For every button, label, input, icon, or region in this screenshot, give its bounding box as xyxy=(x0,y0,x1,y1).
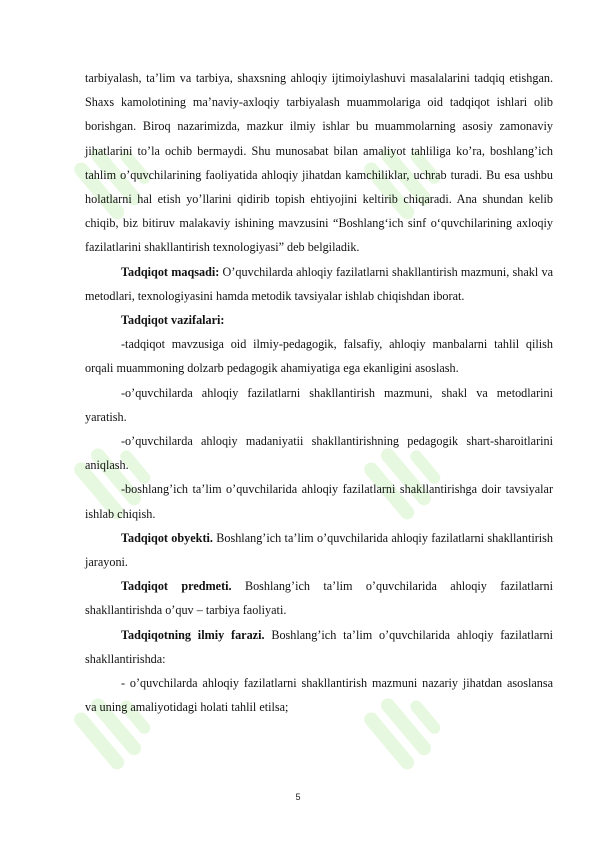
paragraph-goal: Tadqiqot maqsadi: O’quvchilarda ahloqiy fazilatlarni shakllantirish mazmuni, shakl va metodlari, texnologiyasini hamda metodik tavsiyalar ishlab chiqishdan iborat. xyxy=(85,264,553,303)
subject-heading: Tadqiqot predmeti. xyxy=(121,579,232,594)
paragraph-tasks-heading xyxy=(85,308,553,332)
paragraph-intro: tarbiyalash, ta’lim va tarbiya, shaxsning ahloqiy ijtimoiylashuvi masalalarini tadqiq etishgan. Shaxs kamolotining ma’naviy-axloqiy tarbiyalash muammolariga oid tadqiqot ishlari olib borishgan. Biroq nazarimizda, mazkur ilmiy ishlar bu muammolarning asosiy zamonaviy jihatlarini to’la ochib bermaydi. Shu munosabat bilan amaliyot tahliliga ko’ra, boshlang’ich tahlim o’quvchilarining faoliyatida ahloqiy jihatdan kamchiliklar, uchrab turadi. Bu esa ushbu holatlarni hal etish yo’llarini qidirib topish ehtiyojini keltirib chiqaradi. Ana shundan kelib chiqib, biz bitiruv malakaviy ishining mavzusini “Boshlang‘ich sinf o‘quvchilarining axloqiy fazilatlarini shakllantirish texnologiyasi” deb belgiladik. xyxy=(85,71,553,255)
body-text xyxy=(85,66,553,719)
goal-heading: Tadqiqot maqsadi: xyxy=(121,264,220,279)
task-item: -tadqiqot mavzusiga oid ilmiy-pedagogik, falsafiy, ahloqiy manbalarni tahlil qilish orqali muammoning dolzarb pedagogik ahamiyatiga ega ekanligini asoslash. xyxy=(85,337,553,376)
paragraph-object: Tadqiqot obyekti. Boshlang’ich ta’lim o’quvchilarida ahloqiy fazilatlarni shakllantirish jarayoni. xyxy=(85,530,553,570)
task-item: -boshlang’ich ta’lim o’quvchilarida ahloqiy fazilatlarni shakllantirishga doir tavsiyalar ishlab chiqish. xyxy=(85,482,553,521)
tasks-heading: Tadqiqot vazifalari: xyxy=(121,313,225,328)
hypothesis-item: - o’quvchilarda ahloqiy fazilatlarni shakllantirish mazmuni nazariy jihatdan asoslansa va uning amaliyotidagi holati tahlil etilsa; xyxy=(85,676,553,715)
object-heading: Tadqiqot obyekti. xyxy=(121,530,213,545)
task-item: -o’quvchilarda ahloqiy fazilatlarni shakllantirish mazmuni, shakl va metodlarini yaratish. xyxy=(85,385,553,424)
hypothesis-heading: Tadqiqotning ilmiy farazi. xyxy=(121,627,265,642)
paragraph-hypothesis: Tadqiqotning ilmiy farazi. Boshlang’ich ta’lim o’quvchilarida ahloqiy fazilatlarni shakllantirishda: xyxy=(85,627,553,666)
page-number: 5 xyxy=(295,792,301,802)
paragraph-subject: Tadqiqot predmeti. Boshlang’ich ta’lim o’quvchilarida ahloqiy fazilatlarni shakllantirishda o’quv – tarbiya faoliyati. xyxy=(85,579,554,618)
task-item: -o’quvchilarda ahloqiy madaniyatii shakllantirishning pedagogik shart-sharoitlarini aniqlash. xyxy=(85,434,553,473)
